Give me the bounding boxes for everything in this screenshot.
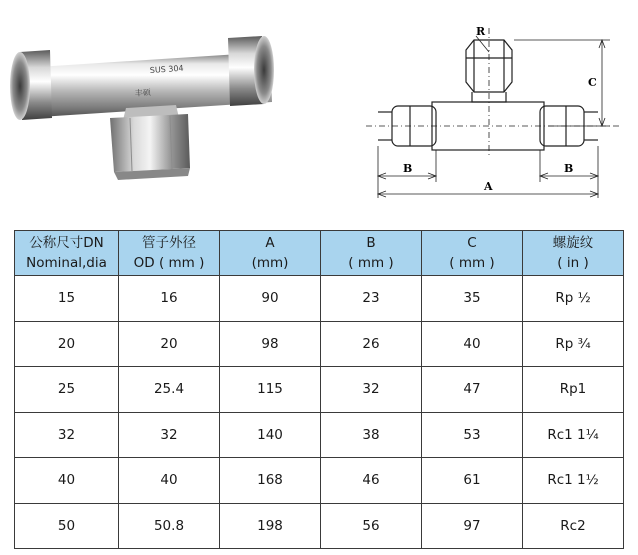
cell-od: 40: [119, 458, 220, 504]
cell-nominal-dia: 50: [15, 503, 119, 549]
cell-a: 168: [220, 458, 321, 504]
header-thread: 螺旋纹 ( in ): [523, 231, 624, 276]
cell-thread: Rc1 1½: [523, 458, 624, 504]
cell-nominal-dia: 20: [15, 321, 119, 367]
header-c: C ( mm ): [422, 231, 523, 276]
engraving-brand: 丰硕: [134, 87, 152, 98]
cell-od: 32: [119, 412, 220, 458]
cell-c: 40: [422, 321, 523, 367]
table-row: [15, 276, 624, 322]
cell-nominal-dia: 15: [15, 276, 119, 322]
cell-thread: Rc2: [523, 503, 624, 549]
cell-nominal-dia: 32: [15, 412, 119, 458]
cell-od: 20: [119, 321, 220, 367]
header-nominal-dia: 公称尺寸DN Nominal,dia: [15, 231, 119, 276]
drawing-label-c: C: [588, 76, 597, 89]
cell-a: 98: [220, 321, 321, 367]
right-pipe-end: [254, 36, 274, 104]
cell-thread: Rp ½: [523, 276, 624, 322]
cell-thread: Rp ¾: [523, 321, 624, 367]
left-pipe-end: [10, 52, 30, 120]
drawing-label-b-right: B: [564, 162, 574, 175]
header-a: A (mm): [220, 231, 321, 276]
table-row: [15, 412, 624, 458]
cell-a: 115: [220, 367, 321, 413]
cell-od: 25.4: [119, 367, 220, 413]
hex-outlet: [110, 114, 190, 172]
cell-a: 140: [220, 412, 321, 458]
drawing-label-r: R: [476, 25, 486, 38]
cell-a: 198: [220, 503, 321, 549]
cell-thread: Rp1: [523, 367, 624, 413]
cell-od: 16: [119, 276, 220, 322]
r-leader-line: [476, 36, 489, 52]
header-b: B ( mm ): [321, 231, 422, 276]
cell-a: 90: [220, 276, 321, 322]
cell-b: 38: [321, 412, 422, 458]
cell-c: 53: [422, 412, 523, 458]
cell-nominal-dia: 40: [15, 458, 119, 504]
drawing-label-a: A: [484, 180, 493, 193]
table-row: [15, 503, 624, 549]
cell-c: 97: [422, 503, 523, 549]
cell-od: 50.8: [119, 503, 220, 549]
cell-nominal-dia: 25: [15, 367, 119, 413]
cell-b: 26: [321, 321, 422, 367]
cell-b: 32: [321, 367, 422, 413]
technical-drawing: [352, 22, 638, 212]
table-header-row: [15, 231, 624, 276]
header-od: 管子外径 OD ( mm ): [119, 231, 220, 276]
cell-c: 61: [422, 458, 523, 504]
table-row: [15, 321, 624, 367]
cell-b: 56: [321, 503, 422, 549]
cell-b: 23: [321, 276, 422, 322]
cell-b: 46: [321, 458, 422, 504]
drawing-label-b-left: B: [403, 162, 413, 175]
spec-table: [14, 230, 624, 549]
engraving-grade: SUS 304: [149, 63, 184, 75]
cell-c: 47: [422, 367, 523, 413]
cell-thread: Rc1 1¼: [523, 412, 624, 458]
table-row: [15, 367, 624, 413]
table-row: [15, 458, 624, 504]
product-photo: [0, 0, 300, 200]
cell-c: 35: [422, 276, 523, 322]
